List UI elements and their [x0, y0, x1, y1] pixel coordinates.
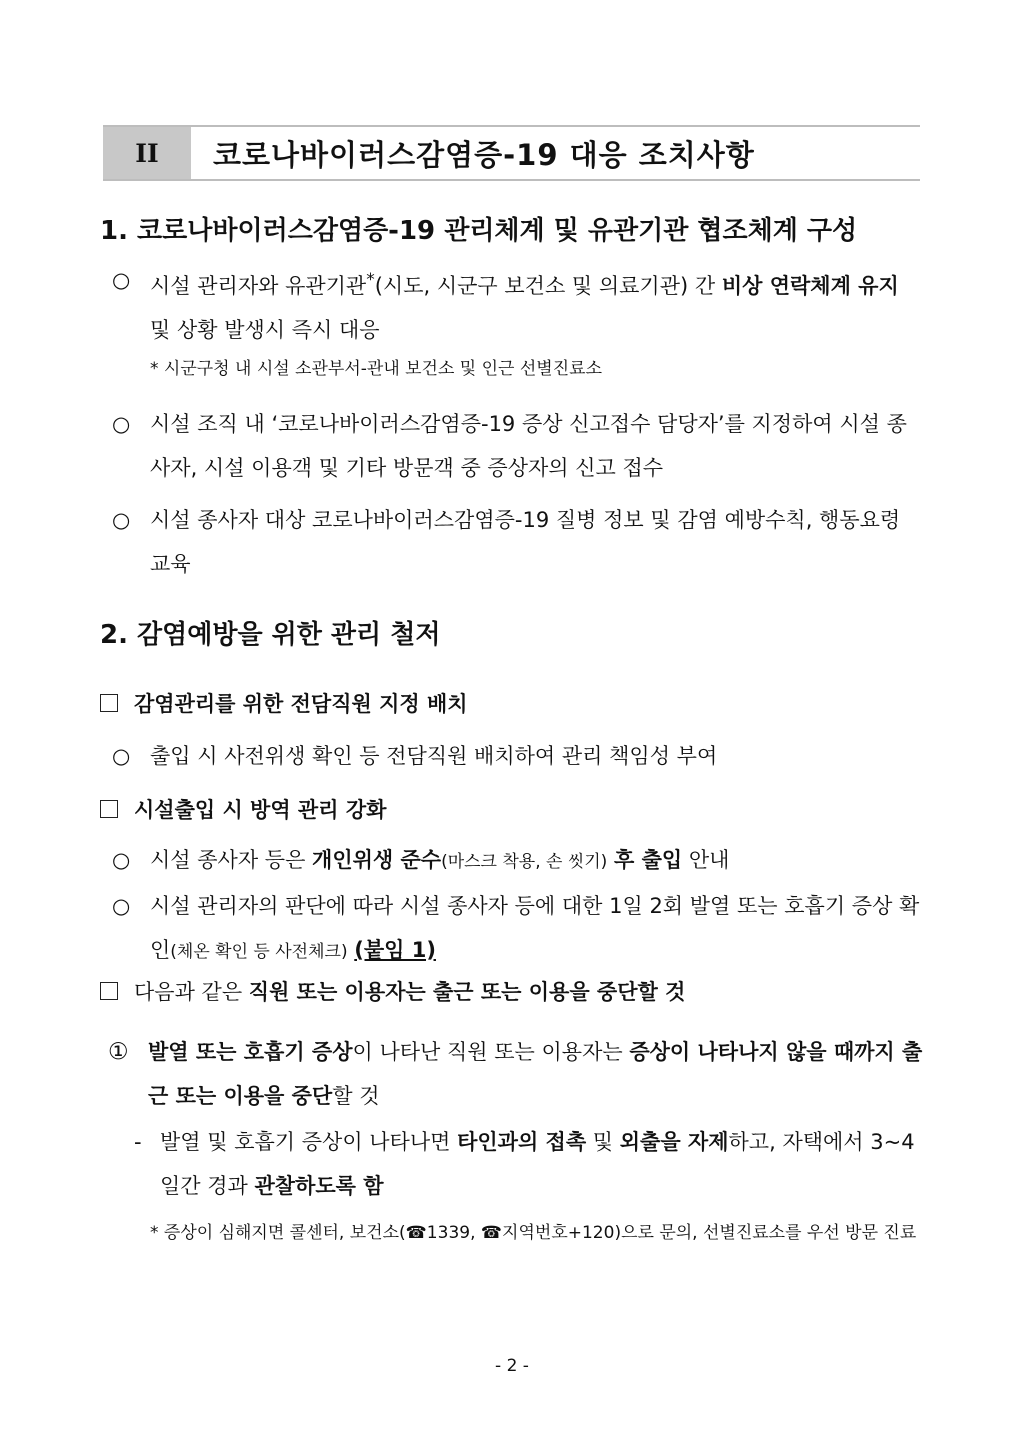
text: 시설 종사자 등은: [150, 848, 313, 872]
text: 발열 및 호흡기 증상이 나타나면: [160, 1130, 458, 1154]
item-text: 출입 시 사전위생 확인 등 전담직원 배치하여 관리 책임성 부여: [150, 744, 718, 768]
text: 안내: [682, 848, 730, 872]
item-text: 시설 종사자 대상 코로나바이러스감염증-19 질병 정보 및 감염 예방수칙, 행동요령 교육: [150, 508, 901, 576]
section1-heading: 1. 코로나바이러스감염증-19 관리체계 및 유관기관 협조체계 구성: [100, 216, 858, 246]
text: 이 나타난 직원 또는 이용자는: [352, 1040, 630, 1064]
bold-text: 직원 또는 이용자는 출근 또는 이용을 중단할 것: [248, 980, 686, 1004]
circle-bullet: ○: [112, 744, 131, 768]
chapter-title: 코로나바이러스감염증-19 대응 조치사항: [213, 137, 755, 172]
page-number: - 2 -: [495, 1356, 529, 1376]
box1-item: [112, 734, 924, 778]
text: 다음과 같은: [134, 980, 249, 1004]
box-item-2: [100, 788, 924, 832]
circled-number-1: ①: [108, 1039, 129, 1065]
text: 시설 관리자와 유관기관: [150, 274, 367, 298]
box-item-1: [100, 682, 924, 726]
text: 시설 관리자의 판단에 따라 시설 종사자 등에 대한 1일 2회 발열 또는 호흡기 증상 확인: [150, 894, 920, 962]
section2-note: * 증상이 심해지면 콜센터, 보건소(☎1339, ☎지역번호+120)으로 문의, 선별진료소를 우선 방문 진료: [150, 1223, 917, 1243]
chapter-header: [103, 125, 920, 181]
footnote-mark: *: [366, 270, 375, 290]
circle-bullet: ○: [112, 412, 131, 436]
box-item-3: [100, 970, 924, 1014]
section1-note: * 시군구청 내 시설 소관부서-관내 보건소 및 인근 선별진료소: [150, 359, 602, 379]
text: (시도, 시군구 보건소 및 의료기관) 간: [374, 274, 722, 298]
square-bullet-icon: [100, 982, 118, 1000]
attachment-reference: (붙임 1): [354, 938, 436, 962]
box2-item2: [112, 884, 924, 974]
circle-bullet: ○: [112, 848, 131, 872]
numbered-item-1: [108, 1030, 924, 1118]
text: 시설출입 시 방역 관리 강화: [134, 798, 387, 822]
text: 및 상황 발생시 즉시 대응: [150, 318, 380, 342]
square-bullet-icon: [100, 800, 118, 818]
text: 및: [586, 1130, 620, 1154]
bold-text: 증상이 나타나지 않을 때까지 출근 또는 이용을 중단: [148, 1040, 923, 1108]
dash-item-1: [134, 1120, 924, 1208]
small-text: (마스크 착용, 손 씻기): [441, 852, 608, 872]
dash-bullet: -: [134, 1130, 142, 1154]
bold-text: 외출을 자제: [619, 1130, 729, 1154]
bold-text: 타인과의 접촉: [457, 1130, 587, 1154]
bold-text: 개인위생 준수: [312, 848, 442, 872]
text: [607, 848, 614, 872]
section1-item3: [112, 498, 924, 586]
bold-text: 비상 연락체계 유지: [721, 274, 899, 298]
section1-item2: [112, 402, 924, 490]
circle-bullet: ○: [112, 508, 131, 532]
section1-item1: [112, 258, 924, 352]
bold-text: 후 출입: [614, 848, 683, 872]
box2-item1: [112, 838, 924, 884]
circle-bullet: ○: [112, 894, 131, 918]
bold-text: 발열 또는 호흡기 증상: [148, 1040, 353, 1064]
text: 감염관리를 위한 전담직원 지정 배치: [134, 692, 468, 716]
item-text: 시설 조직 내 ‘코로나바이러스감염증-19 증상 신고접수 담당자’를 지정하여 시설 종사자, 시설 이용객 및 기타 방문객 중 증상자의 신고 접수: [150, 412, 907, 480]
square-bullet-icon: [100, 694, 118, 712]
bold-text: 관찰하도록 함: [254, 1174, 384, 1198]
chapter-number: II: [103, 127, 191, 179]
text: 할 것: [332, 1084, 380, 1108]
small-text: (체온 확인 등 사전체크): [170, 942, 348, 962]
circle-bullet: ○: [112, 268, 131, 292]
text: 하고, 자택에서 3~4일간 경과: [160, 1130, 915, 1198]
section2-heading: 2. 감염예방을 위한 관리 철저: [100, 620, 441, 650]
